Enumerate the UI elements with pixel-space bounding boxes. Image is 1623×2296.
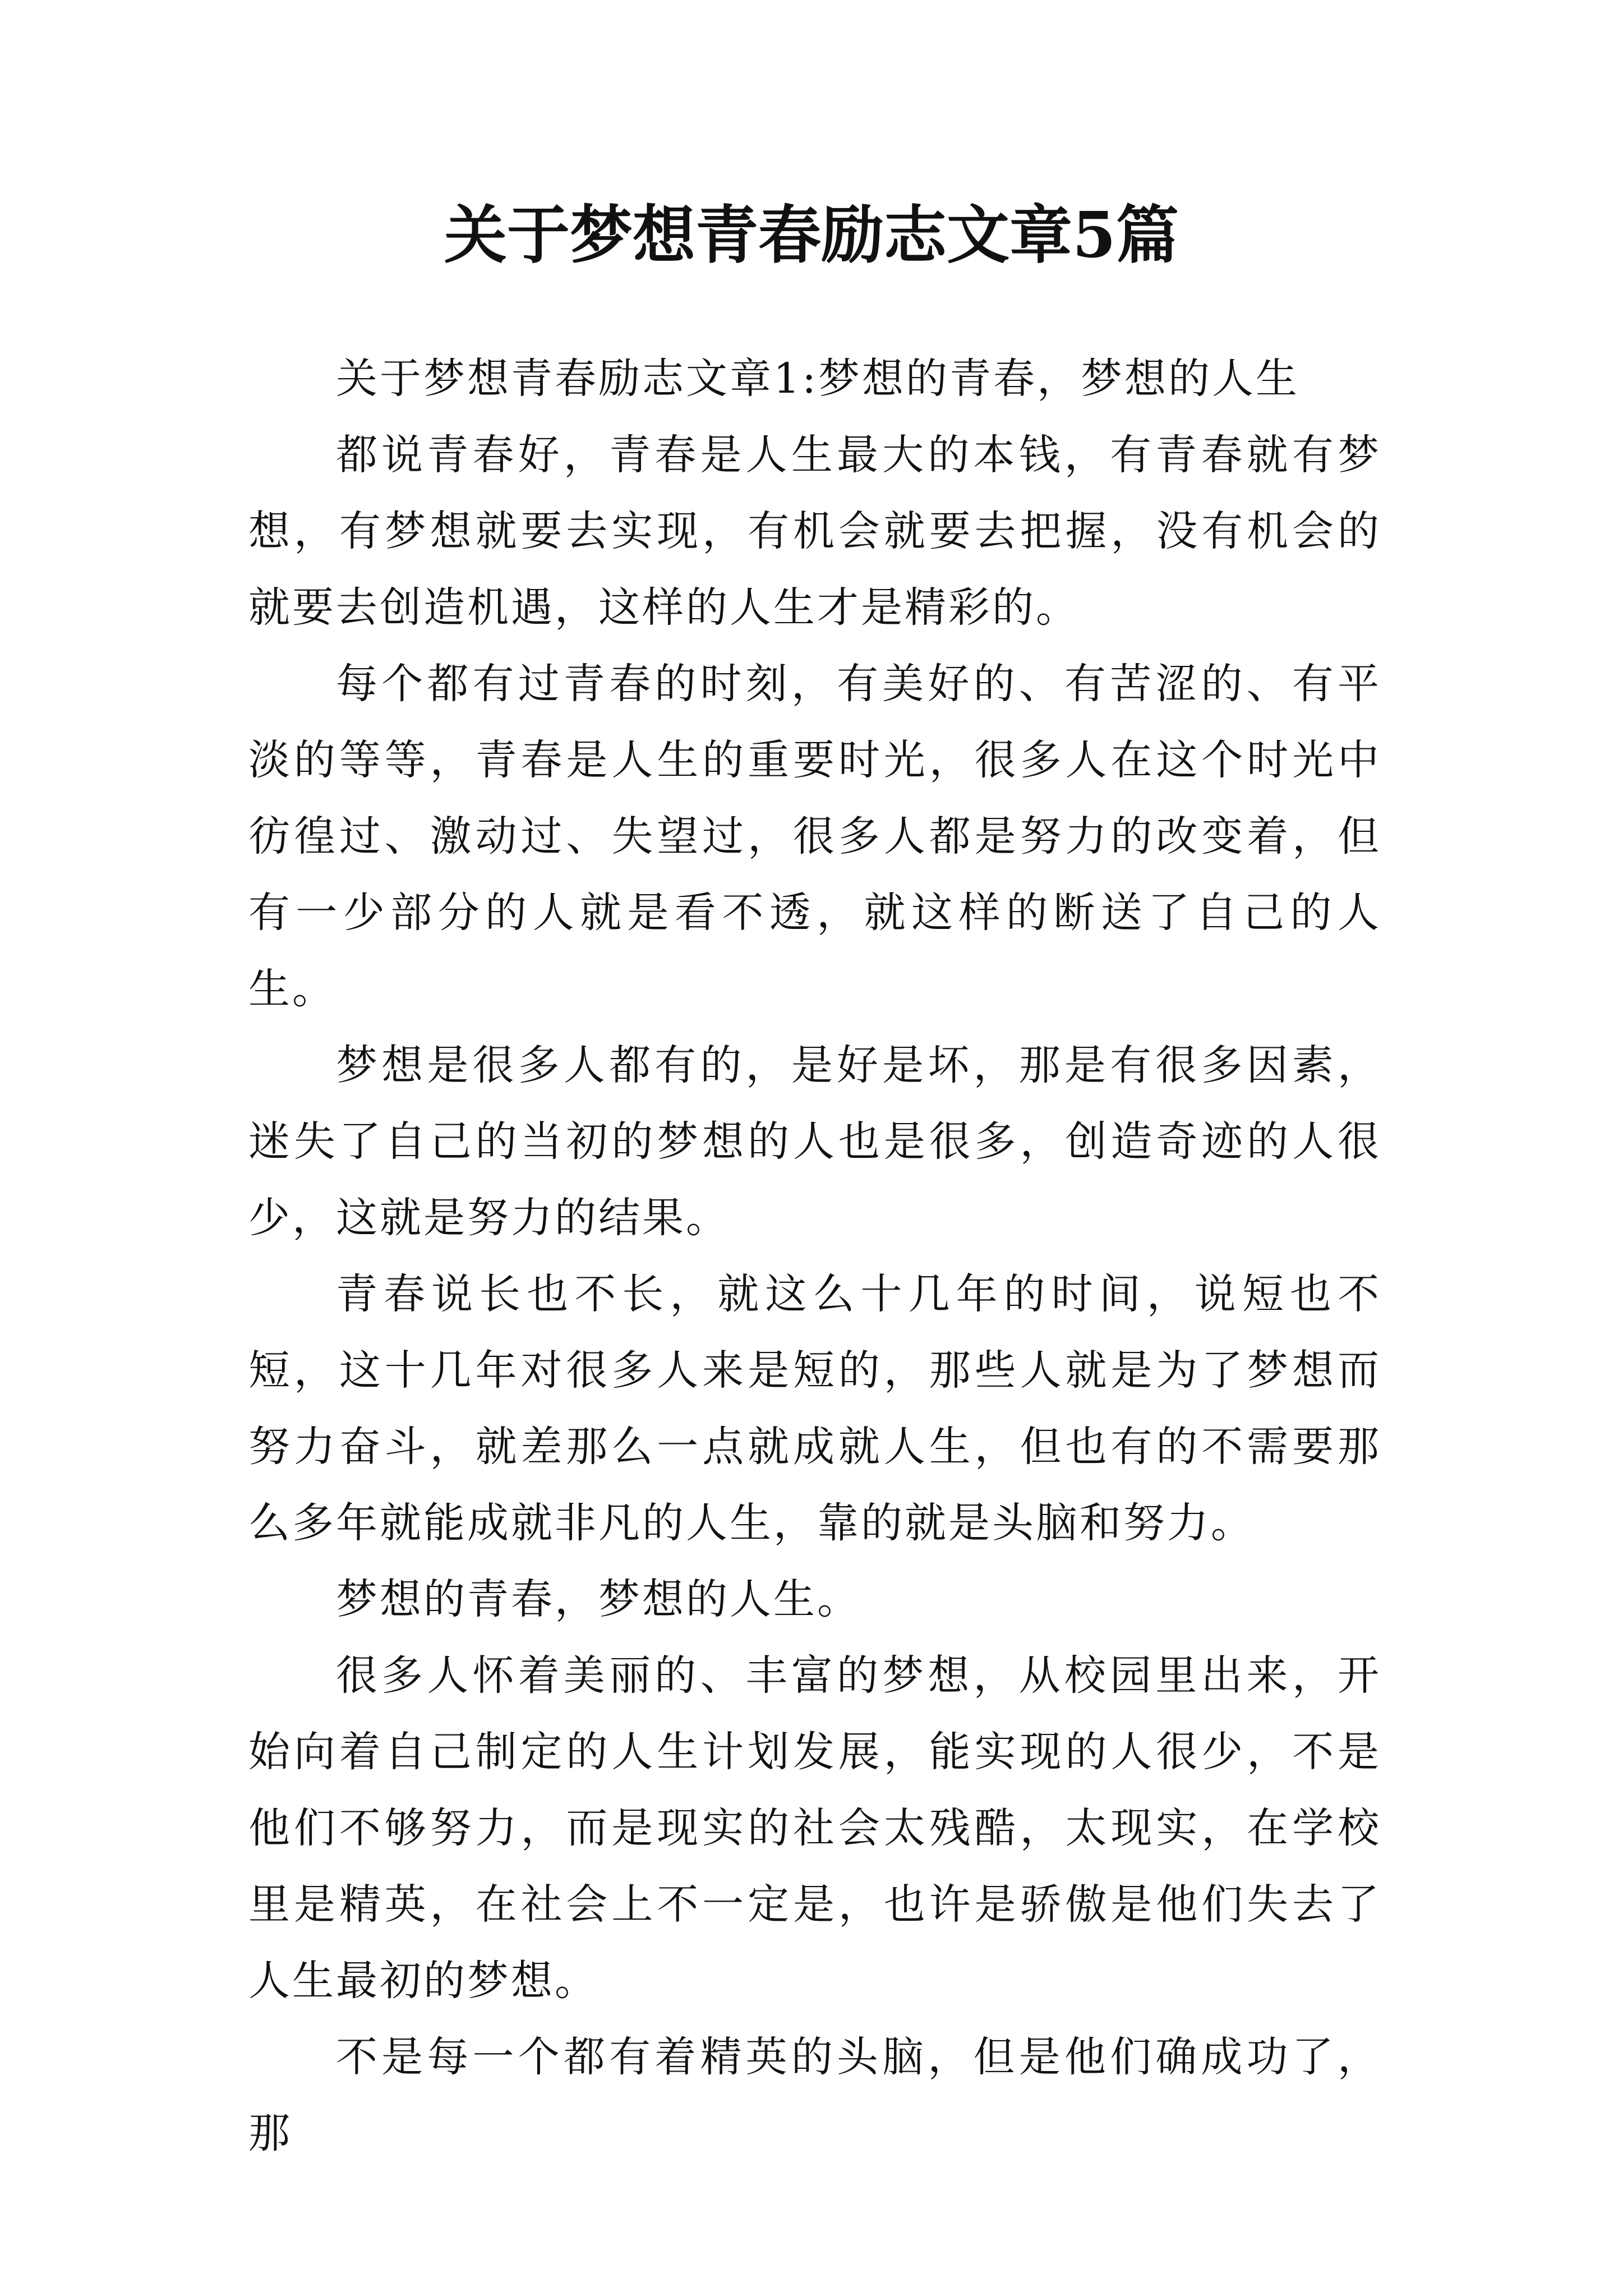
paragraph: 很多人怀着美丽的、丰富的梦想，从校园里出来，开始向着自己制定的人生计划发展，能实现的人很少，不是他们不够努力，而是现实的社会太残酷，太现实，在学校里是精英，在社会上不一定是，也许是骄傲是他们失去了人生最初的梦想。	[248, 1651, 1381, 2005]
paragraph: 梦想是很多人都有的，是好是坏，那是有很多因素，迷失了自己的当初的梦想的人也是很多，创造奇迹的人很少，这就是努力的结果。	[248, 1041, 1381, 1242]
paragraph: 每个都有过青春的时刻，有美好的、有苦涩的、有平淡的等等，青春是人生的重要时光，很多人在这个时光中彷徨过、激动过、失望过，很多人都是努力的改变着，但有一少部分的人就是看不透，就这样的断送了自己的人生。	[248, 660, 1381, 1013]
paragraph: 梦想的青春，梦想的人生。	[336, 1575, 861, 1623]
paragraph: 都说青春好，青春是人生最大的本钱，有青春就有梦想，有梦想就要去实现，有机会就要去把握，没有机会的就要去创造机遇，这样的人生才是精彩的。	[248, 431, 1381, 632]
document-title: 关于梦想青春励志文章5篇	[444, 199, 1179, 272]
paragraph: 不是每一个都有着精英的头脑，但是他们确成功了，那	[248, 2033, 1381, 2157]
paragraph-subtitle: 关于梦想青春励志文章1:梦想的青春，梦想的人生	[336, 355, 1300, 403]
document-body	[248, 341, 1381, 2171]
paragraph: 青春说长也不长，就这么十几年的时间，说短也不短，这十几年对很多人来是短的，那些人就是为了梦想而努力奋斗，就差那么一点就成就人生，但也有的不需要那么多年就能成就非凡的人生，靠的就是头脑和努力。	[248, 1270, 1381, 1547]
